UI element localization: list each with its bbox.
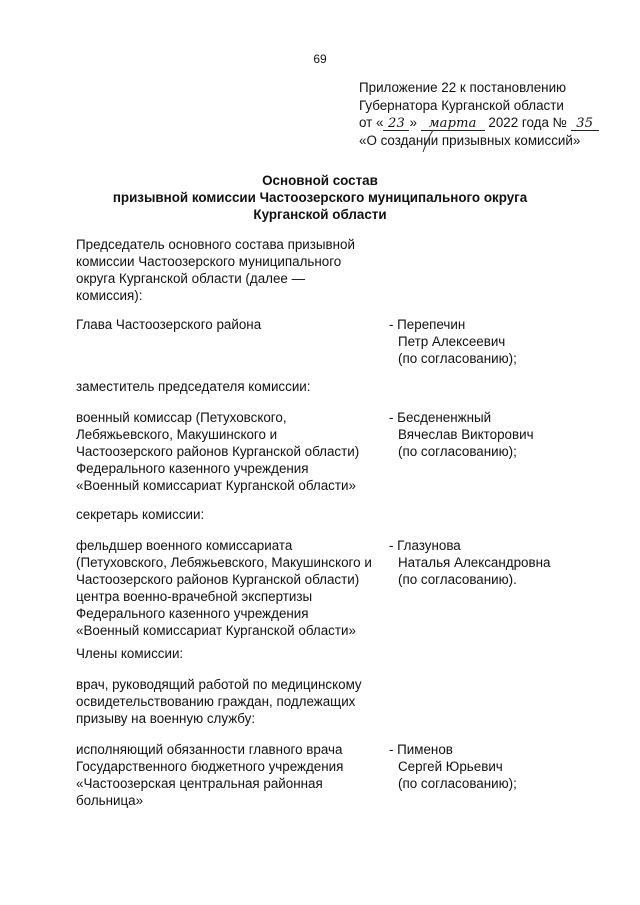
member-note: (по согласованию);: [398, 776, 517, 791]
position-line: исполняющий обязанности главного врача: [76, 742, 343, 757]
position-line: «Военный комиссариат Курганской области»: [76, 623, 356, 638]
entry-right: [389, 537, 619, 588]
member-name: Петр Алексеевич: [398, 334, 506, 349]
date-prefix: от «: [359, 115, 384, 130]
text-line: округа Курганской области (далее —: [76, 271, 305, 286]
member-note: (по согласованию).: [398, 572, 517, 587]
entry-right: [389, 316, 619, 367]
position-line: центра военно-врачебной экспертизы: [76, 589, 313, 604]
member-note: (по согласованию);: [398, 351, 517, 366]
position-line: фельдшер военного комиссариата: [76, 538, 293, 553]
position-line: Федерального казенного учреждения: [76, 606, 309, 621]
member-name: Вячеслав Викторович: [398, 427, 534, 442]
appendix-header: [359, 79, 629, 149]
entry-left: [76, 378, 386, 395]
entry-right: [389, 409, 619, 460]
position-line: военный комиссар (Петуховского,: [76, 410, 287, 425]
handwritten-month: марта: [421, 117, 485, 131]
position-line: «Частоозерская центральная районная: [76, 776, 323, 791]
member-surname: - Бесдененжный: [389, 410, 492, 425]
text-line: освидетельствованию граждан, подлежащих: [76, 694, 356, 709]
page-number: 69: [313, 52, 327, 66]
text-line: врач, руководящий работой по медицинскому: [76, 677, 362, 692]
member-surname: - Глазунова: [389, 538, 461, 553]
position-line: Глава Частоозерского района: [76, 317, 262, 332]
member-name: Наталья Александровна: [398, 555, 551, 570]
position-line: Государственного бюджетного учреждения: [76, 759, 344, 774]
entry-right: [389, 741, 619, 792]
entry-left: [76, 537, 386, 639]
member-note: (по согласованию);: [398, 444, 517, 459]
entry-left: [76, 676, 386, 727]
entry-left: [76, 236, 386, 304]
appendix-line-1: Приложение 22 к постановлению: [359, 80, 567, 95]
handwritten-number: 35: [571, 117, 599, 131]
position-line: Частоозерского районов Курганской области): [76, 572, 360, 587]
appendix-line-3: [359, 114, 629, 132]
signature-scribble-icon: [421, 129, 435, 153]
position-line: (Петуховского, Лебяжьевского, Макушинского и: [76, 555, 372, 570]
position-line: «Военный комиссариат Курганской области»: [76, 478, 356, 493]
text-line: секретарь комиссии:: [76, 507, 205, 522]
title-line-1: Основной состав: [262, 173, 378, 188]
text-line: заместитель председателя комиссии:: [76, 379, 311, 394]
date-mid: »: [409, 115, 417, 130]
position-line: Частоозерского районов Курганской области): [76, 444, 360, 459]
text-line: комиссия):: [76, 288, 143, 303]
entry-left: [76, 409, 386, 494]
text-line: призыву на военную службу:: [76, 711, 256, 726]
appendix-line-4: «О создании призывных комиссий»: [359, 132, 581, 148]
text-line: комиссии Частоозерского муниципального: [76, 254, 342, 269]
position-line: Лебяжьевского, Макушинского и: [76, 427, 278, 442]
text-line: Члены комиссии:: [76, 646, 184, 661]
entry-left: [76, 645, 386, 662]
member-surname: - Пименов: [389, 742, 453, 757]
member-name: Сергей Юрьевич: [398, 759, 503, 774]
entry-left: [76, 316, 386, 333]
date-year: 2022 года №: [488, 115, 567, 130]
entry-left: [76, 741, 386, 809]
title-line-2: призывной комиссии Частоозерского муниципального округа: [112, 190, 528, 205]
appendix-line-2: Губернатора Курганской области: [359, 97, 564, 113]
position-line: Федерального казенного учреждения: [76, 461, 309, 476]
document-title: [0, 172, 640, 223]
title-line-3: Курганской области: [253, 207, 387, 222]
position-line: больница»: [76, 793, 144, 808]
handwritten-day: 23: [383, 117, 409, 131]
member-surname: - Перепечин: [389, 317, 466, 332]
text-line: Председатель основного состава призывной: [76, 237, 355, 252]
entry-left: [76, 506, 386, 523]
